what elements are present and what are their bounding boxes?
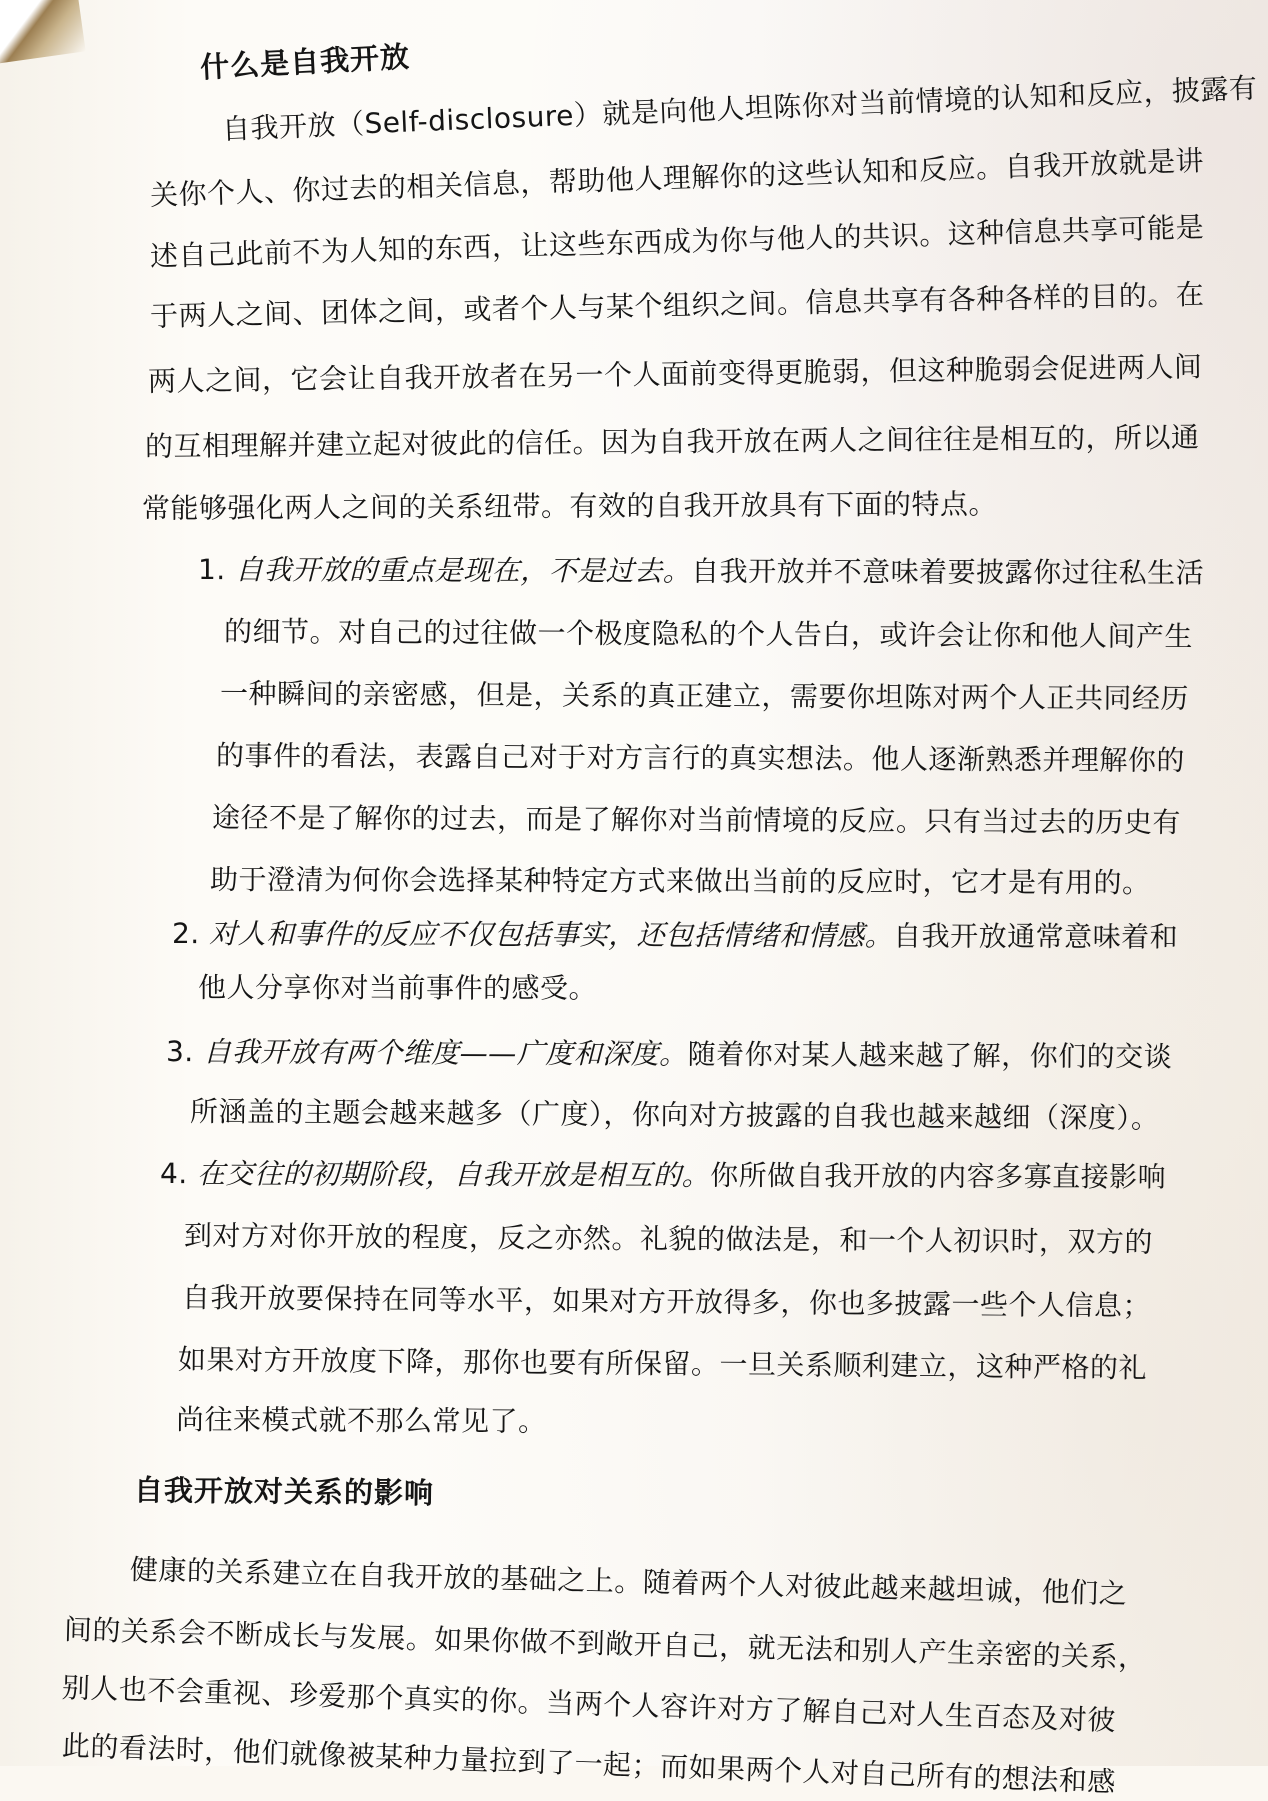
list-item-text: 你所做自我开放的内容多寡直接影响 xyxy=(710,1158,1167,1194)
list-item-3-first-line xyxy=(166,1030,1172,1075)
paragraph-line: 常能够强化两人之间的关系纽带。有效的自我开放具有下面的特点。 xyxy=(141,487,998,525)
list-item-1-first-line xyxy=(198,548,1204,592)
list-item-text: 自我开放并不意味着要披露你过往私生活 xyxy=(691,554,1205,590)
list-number: 1. xyxy=(197,553,226,587)
paragraph-line: 于两人之间、团体之间，或者个人与某个组织之间。信息共享有各种各样的目的。在 xyxy=(149,277,1205,333)
paragraph-line: 间的关系会不断成长与发展。如果你做不到敞开自己，就无法和别人产生亲密的关系， xyxy=(63,1613,1148,1675)
list-item-line: 自我开放要保持在同等水平，如果对方开放得多，你也多披露一些个人信息； xyxy=(181,1281,1152,1323)
list-item-4-first-line xyxy=(160,1152,1166,1196)
list-item-line: 一种瞬间的亲密感，但是，关系的真正建立，需要你坦陈对两个人正共同经历 xyxy=(219,677,1190,716)
list-number: 3. xyxy=(165,1035,194,1069)
list-item-line: 如果对方开放度下降，那你也要有所保留。一旦关系顺利建立，这种严格的礼 xyxy=(177,1343,1148,1385)
section-heading-what-is-self-disclosure: 什么是自我开放 xyxy=(199,39,411,85)
list-item-line: 途径不是了解你的过去，而是了解你对当前情境的反应。只有当过去的历史有 xyxy=(211,801,1182,840)
section-heading-impact-on-relationships: 自我开放对关系的影响 xyxy=(133,1473,435,1511)
paragraph-line: 的互相理解并建立起对彼此的信任。因为自我开放在两人之间往往是相互的，所以通 xyxy=(144,420,1200,463)
paragraph-line: 述自己此前不为人知的东西，让这些东西成为你与他人的共识。这种信息共享可能是 xyxy=(149,210,1205,273)
list-item-text: 随着你对某人越来越了解，你们的交谈 xyxy=(687,1037,1173,1074)
list-item-line: 的细节。对自己的过往做一个极度隐私的个人告白，或许会让你和他人间产生 xyxy=(223,615,1194,654)
list-item-line: 他人分享你对当前事件的感受。 xyxy=(197,971,598,1005)
list-item-line: 助于澄清为何你会选择某种特定方式来做出当前的反应时，它才是有用的。 xyxy=(209,863,1151,900)
paragraph-line: 此的看法时，他们就像被某种力量拉到了一起；而如果两个人对自己所有的想法和感 xyxy=(61,1729,1117,1799)
list-item-lead: 自我开放有两个维度——广度和深度。 xyxy=(203,1035,688,1071)
list-item-2-first-line xyxy=(172,912,1178,956)
paragraph-line: 健康的关系建立在自我开放的基础之上。随着两个人对彼此越来越坦诚，他们之 xyxy=(129,1553,1128,1611)
list-number: 2. xyxy=(171,917,200,951)
list-item-lead: 自我开放的重点是现在，不是过去。 xyxy=(235,553,692,588)
paragraph-line: 两人之间，它会让自我开放者在另一个人面前变得更脆弱，但这种脆弱会促进两人间 xyxy=(147,350,1203,398)
paragraph-line: 别人也不会重视、珍爱那个真实的你。当两个人容许对方了解自己对人生百态及对彼 xyxy=(61,1671,1117,1738)
list-item-lead: 对人和事件的反应不仅包括事实，还包括情绪和情感。 xyxy=(209,917,894,953)
paragraph-line: 关你个人、你过去的相关信息，帮助他人理解你的这些认知和反应。自我开放就是讲 xyxy=(149,144,1205,212)
page-corner-fold xyxy=(0,0,86,68)
list-item-line: 所涵盖的主题会越来越多（广度），你向对方披露的自我也越来越细（深度）。 xyxy=(189,1095,1160,1135)
list-item-text: 自我开放通常意味着和 xyxy=(893,919,1179,954)
list-item-line: 尚往来模式就不那么常见了。 xyxy=(175,1403,547,1438)
list-item-lead: 在交往的初期阶段，自我开放是相互的。 xyxy=(197,1157,711,1192)
list-number: 4. xyxy=(159,1157,188,1191)
list-item-line: 的事件的看法，表露自己对于对方言行的真实想法。他人逐渐熟悉并理解你的 xyxy=(215,739,1186,778)
paragraph-line: 自我开放（Self-disclosure）就是向他人坦陈你对当前情境的认知和反应，披露有 xyxy=(221,71,1259,146)
list-item-line: 到对方对你开放的程度，反之亦然。礼貌的做法是，和一个人初识时，双方的 xyxy=(183,1219,1154,1259)
